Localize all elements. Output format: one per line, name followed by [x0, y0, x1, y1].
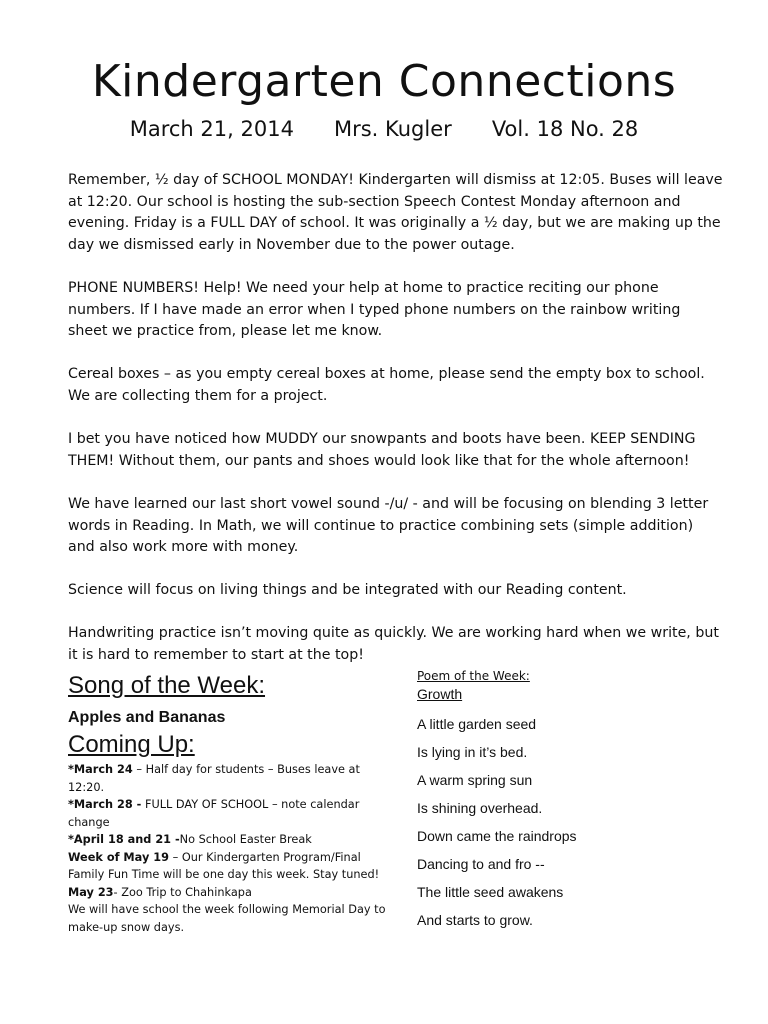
event-item: [68, 884, 388, 902]
poem-column: [417, 668, 717, 929]
song-title: Apples and Bananas: [68, 709, 226, 726]
event-item: [68, 901, 388, 936]
poem-line: A warm spring sun: [417, 772, 533, 788]
event-item: [68, 831, 388, 849]
song-heading: Song of the Week:: [68, 672, 266, 699]
paragraph-phone-numbers: PHONE NUMBERS! Help! We need your help at home to practice reciting our phone numbers. If I have made an error when I typed phone numbers on the rainbow writing sheet we practice from, please let me know.: [68, 280, 681, 339]
event-text: - Zoo Trip to Chahinkapa: [113, 885, 252, 899]
event-item: [68, 761, 388, 796]
paragraph-snowpants: I bet you have noticed how MUDDY our snowpants and boots have been. KEEP SENDING THEM! Without them, our pants and shoes would look like that for the whole afternoon!: [68, 431, 696, 469]
event-item: [68, 796, 388, 831]
poem-line: Dancing to and fro --: [417, 856, 545, 872]
poem-line: Down came the raindrops: [417, 828, 577, 844]
event-date: May 23: [68, 885, 114, 899]
poem-line: Is lying in it’s bed.: [417, 744, 528, 760]
paragraph-half-day: Remember, ½ day of SCHOOL MONDAY! Kindergarten will dismiss at 12:05. Buses will leave at 12:20. Our school is hosting the sub-section Speech Contest Monday afternoon and evening. Friday is a FULL DAY of school. It was originally a ½ day, but we are making up the day we dismissed early in November due to the power outage.: [68, 172, 723, 253]
poem-heading: Poem of the Week:: [417, 669, 530, 683]
paragraph-reading-math: We have learned our last short vowel sound -/u/ - and will be focusing on blending 3 letter words in Reading. In Math, we will continue to practice combining sets (simple addition) and also work more with money.: [68, 496, 709, 555]
event-item: [68, 849, 388, 884]
event-text: – Our Kindergarten Program/Final Family Fun Time will be one day this week. Stay tuned!: [68, 850, 380, 881]
left-column: [68, 671, 388, 936]
issue-info: March 21, 2014 Mrs. Kugler Vol. 18 No. 28: [129, 117, 639, 141]
paragraph-science: Science will focus on living things and be integrated with our Reading content.: [68, 582, 627, 598]
poem-line: A little garden seed: [417, 716, 537, 732]
event-date: *March 28 -: [68, 798, 142, 811]
event-text: – Half day for students – Buses leave at 12:20.: [68, 763, 360, 794]
poem-line: The little seed awakens: [417, 884, 564, 900]
poem-line: Is shining overhead.: [417, 800, 543, 816]
event-date: *April 18 and 21 -: [68, 833, 180, 846]
poem-title: Growth: [417, 686, 463, 702]
event-text: We will have school the week following Memorial Day to make-up snow days.: [68, 903, 386, 934]
paragraph-handwriting: Handwriting practice isn’t moving quite as quickly. We are working hard when we write, but it is hard to remember to start at the top!: [68, 625, 719, 663]
page-title: Kindergarten Connections: [91, 56, 677, 107]
event-date: Week of May 19: [68, 850, 169, 864]
paragraph-cereal-boxes: Cereal boxes – as you empty cereal boxes at home, please send the empty box to school. We are collecting them for a project.: [68, 366, 705, 404]
event-text: FULL DAY OF SCHOOL – note calendar change: [68, 798, 360, 829]
event-text: No School Easter Break: [179, 833, 312, 846]
event-date: *March 24: [68, 763, 133, 776]
coming-up-heading: Coming Up:: [68, 731, 195, 758]
poem-line: And starts to grow.: [417, 912, 533, 928]
